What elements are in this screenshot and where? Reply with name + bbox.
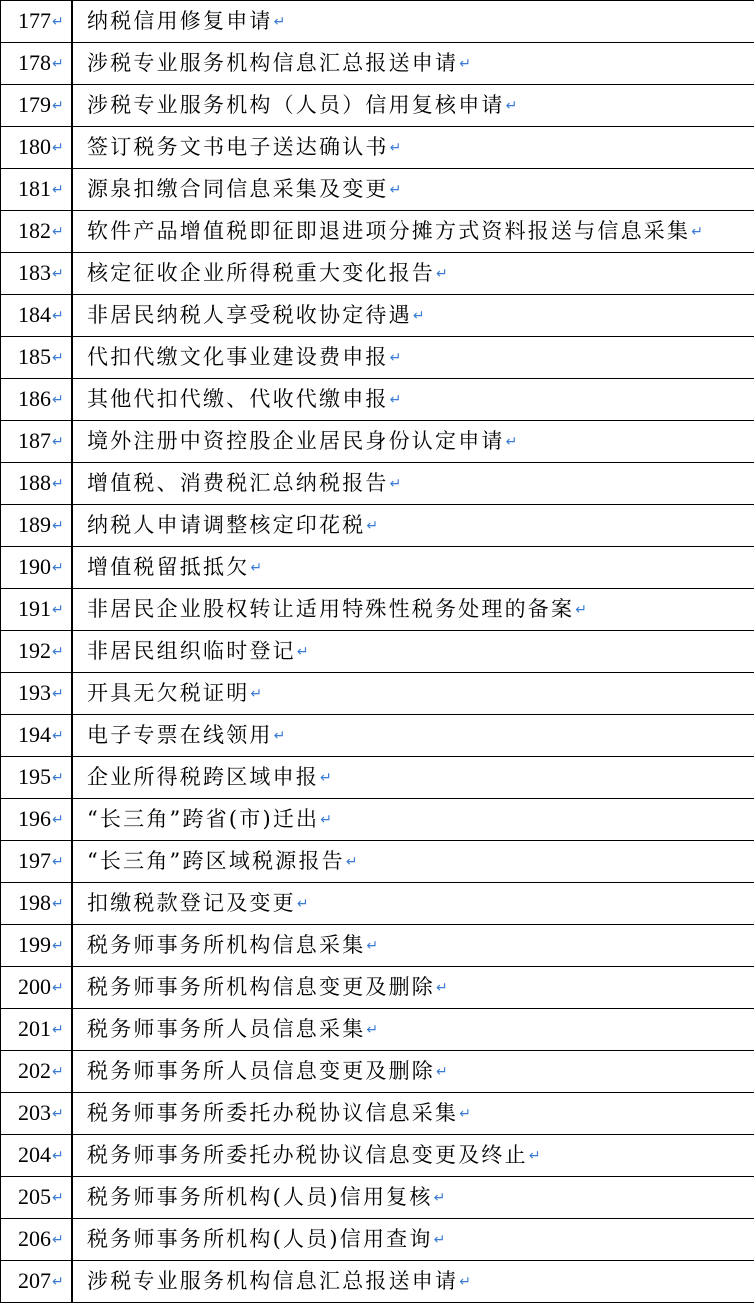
paragraph-mark-icon: ↵: [390, 182, 402, 198]
service-name-cell: [72, 631, 754, 673]
service-name-cell: [72, 589, 754, 631]
service-name: 签订税务文书电子送达确认书: [87, 135, 389, 159]
service-name-cell: [72, 757, 754, 799]
row-number-cell: [1, 799, 73, 841]
paragraph-mark-icon: ↵: [52, 938, 64, 954]
row-number-cell: [1, 883, 73, 925]
table-row: [1, 1009, 754, 1051]
table-row: [1, 757, 754, 799]
service-name-cell: [72, 1135, 754, 1177]
table-row: [1, 337, 754, 379]
paragraph-mark-icon: ↵: [390, 392, 402, 408]
service-name: “长三角”跨省(市)迁出: [87, 807, 319, 831]
paragraph-mark-icon: ↵: [52, 392, 64, 408]
paragraph-mark-icon: ↵: [434, 1190, 446, 1206]
row-number-cell: [1, 169, 73, 211]
paragraph-mark-icon: ↵: [52, 644, 64, 660]
service-name-cell: [72, 1051, 754, 1093]
paragraph-mark-icon: ↵: [274, 728, 286, 744]
paragraph-mark-icon: ↵: [52, 770, 64, 786]
row-number-cell: [1, 1177, 73, 1219]
table-row: [1, 127, 754, 169]
paragraph-mark-icon: ↵: [250, 686, 262, 702]
row-number-cell: [1, 589, 73, 631]
row-number: 192: [1, 638, 51, 663]
service-name: 涉税专业服务机构（人员）信用复核申请: [87, 93, 505, 117]
table-row: [1, 169, 754, 211]
paragraph-mark-icon: ↵: [390, 140, 402, 156]
table-row: [1, 1093, 754, 1135]
service-name: 非居民企业股权转让适用特殊性税务处理的备案: [87, 597, 574, 621]
row-number-cell: [1, 841, 73, 883]
service-name-cell: [72, 799, 754, 841]
row-number-cell: [1, 1219, 73, 1261]
paragraph-mark-icon: ↵: [459, 56, 471, 72]
table-row: [1, 295, 754, 337]
table-row: [1, 841, 754, 883]
paragraph-mark-icon: ↵: [52, 518, 64, 534]
table-row: [1, 883, 754, 925]
row-number: 185: [1, 344, 51, 369]
service-name: 源泉扣缴合同信息采集及变更: [87, 177, 389, 201]
table-row: [1, 1219, 754, 1261]
service-name-cell: [72, 85, 754, 127]
paragraph-mark-icon: ↵: [320, 812, 332, 828]
service-name-cell: [72, 379, 754, 421]
service-name-cell: [72, 127, 754, 169]
paragraph-mark-icon: ↵: [459, 1106, 471, 1122]
table-row: [1, 925, 754, 967]
paragraph-mark-icon: ↵: [691, 224, 703, 240]
service-name-cell: [72, 421, 754, 463]
service-name-cell: [72, 253, 754, 295]
row-number-cell: [1, 715, 73, 757]
service-name: 境外注册中资控股企业居民身份认定申请: [87, 429, 505, 453]
service-name-cell: [72, 883, 754, 925]
row-number: 188: [1, 470, 51, 495]
paragraph-mark-icon: ↵: [52, 812, 64, 828]
service-name: “长三角”跨区域税源报告: [87, 849, 345, 873]
row-number-cell: [1, 1051, 73, 1093]
row-number: 194: [1, 722, 51, 747]
row-number: 199: [1, 932, 51, 957]
paragraph-mark-icon: ↵: [52, 98, 64, 114]
paragraph-mark-icon: ↵: [390, 476, 402, 492]
row-number-cell: [1, 1009, 73, 1051]
row-number-cell: [1, 1, 73, 43]
row-number-cell: [1, 85, 73, 127]
service-name: 扣缴税款登记及变更: [87, 891, 296, 915]
row-number: 207: [1, 1268, 51, 1293]
row-number-cell: [1, 673, 73, 715]
paragraph-mark-icon: ↵: [52, 1190, 64, 1206]
paragraph-mark-icon: ↵: [320, 770, 332, 786]
row-number: 181: [1, 176, 51, 201]
service-name-cell: [72, 43, 754, 85]
service-name: 其他代扣代缴、代收代缴申报: [87, 387, 389, 411]
table-row: [1, 505, 754, 547]
paragraph-mark-icon: ↵: [390, 350, 402, 366]
paragraph-mark-icon: ↵: [52, 602, 64, 618]
service-name-cell: [72, 463, 754, 505]
row-number: 191: [1, 596, 51, 621]
row-number: 198: [1, 890, 51, 915]
row-number: 203: [1, 1100, 51, 1125]
paragraph-mark-icon: ↵: [52, 14, 64, 30]
row-number: 189: [1, 512, 51, 537]
paragraph-mark-icon: ↵: [52, 1022, 64, 1038]
row-number: 182: [1, 218, 51, 243]
table-row: [1, 253, 754, 295]
paragraph-mark-icon: ↵: [529, 1148, 541, 1164]
service-name: 开具无欠税证明: [87, 681, 249, 705]
row-number: 187: [1, 428, 51, 453]
row-number: 205: [1, 1184, 51, 1209]
table-row: [1, 43, 754, 85]
service-name-cell: [72, 673, 754, 715]
service-name: 税务师事务所人员信息采集: [87, 1017, 365, 1041]
table-row: [1, 715, 754, 757]
service-name: 核定征收企业所得税重大变化报告: [87, 261, 435, 285]
row-number-cell: [1, 421, 73, 463]
row-number: 202: [1, 1058, 51, 1083]
paragraph-mark-icon: ↵: [52, 434, 64, 450]
row-number: 201: [1, 1016, 51, 1041]
paragraph-mark-icon: ↵: [52, 1106, 64, 1122]
service-name-cell: [72, 337, 754, 379]
paragraph-mark-icon: ↵: [506, 434, 518, 450]
row-number-cell: [1, 631, 73, 673]
service-name-cell: [72, 1, 754, 43]
service-name: 电子专票在线领用: [87, 723, 273, 747]
paragraph-mark-icon: ↵: [52, 182, 64, 198]
service-name-cell: [72, 211, 754, 253]
service-name: 涉税专业服务机构信息汇总报送申请: [87, 1269, 458, 1293]
paragraph-mark-icon: ↵: [297, 644, 309, 660]
paragraph-mark-icon: ↵: [52, 224, 64, 240]
row-number-cell: [1, 127, 73, 169]
service-name-cell: [72, 1009, 754, 1051]
service-name: 非居民组织临时登记: [87, 639, 296, 663]
table-row: [1, 589, 754, 631]
row-number: 180: [1, 134, 51, 159]
row-number: 206: [1, 1226, 51, 1251]
paragraph-mark-icon: ↵: [436, 1064, 448, 1080]
service-name-cell: [72, 715, 754, 757]
table-row: [1, 211, 754, 253]
service-name: 税务师事务所机构(人员)信用查询: [87, 1227, 433, 1251]
table-row: [1, 379, 754, 421]
paragraph-mark-icon: ↵: [575, 602, 587, 618]
service-name: 增值税、消费税汇总纳税报告: [87, 471, 389, 495]
row-number: 177: [1, 8, 51, 33]
paragraph-mark-icon: ↵: [274, 14, 286, 30]
row-number: 197: [1, 848, 51, 873]
service-name-cell: [72, 169, 754, 211]
row-number-cell: [1, 337, 73, 379]
service-name-cell: [72, 925, 754, 967]
row-number-cell: [1, 925, 73, 967]
paragraph-mark-icon: ↵: [52, 896, 64, 912]
paragraph-mark-icon: ↵: [52, 560, 64, 576]
paragraph-mark-icon: ↵: [52, 1274, 64, 1290]
service-name: 代扣代缴文化事业建设费申报: [87, 345, 389, 369]
table-row: [1, 1, 754, 43]
paragraph-mark-icon: ↵: [434, 1232, 446, 1248]
row-number: 183: [1, 260, 51, 285]
row-number: 196: [1, 806, 51, 831]
row-number: 179: [1, 92, 51, 117]
service-name: 税务师事务所机构信息采集: [87, 933, 365, 957]
table-row: [1, 547, 754, 589]
table-body: [1, 1, 754, 1303]
service-name: 非居民纳税人享受税收协定待遇: [87, 303, 412, 327]
service-name-cell: [72, 1177, 754, 1219]
paragraph-mark-icon: ↵: [297, 896, 309, 912]
paragraph-mark-icon: ↵: [52, 1148, 64, 1164]
table-row: [1, 631, 754, 673]
service-name-cell: [72, 505, 754, 547]
paragraph-mark-icon: ↵: [52, 1232, 64, 1248]
table-row: [1, 799, 754, 841]
paragraph-mark-icon: ↵: [366, 518, 378, 534]
service-name: 税务师事务所人员信息变更及删除: [87, 1059, 435, 1083]
row-number: 195: [1, 764, 51, 789]
service-name: 企业所得税跨区域申报: [87, 765, 319, 789]
row-number: 204: [1, 1142, 51, 1167]
paragraph-mark-icon: ↵: [436, 980, 448, 996]
service-name: 税务师事务所机构(人员)信用复核: [87, 1185, 433, 1209]
paragraph-mark-icon: ↵: [413, 308, 425, 324]
row-number: 186: [1, 386, 51, 411]
paragraph-mark-icon: ↵: [436, 266, 448, 282]
service-name-cell: [72, 295, 754, 337]
paragraph-mark-icon: ↵: [52, 308, 64, 324]
table-row: [1, 1261, 754, 1303]
row-number-cell: [1, 43, 73, 85]
row-number-cell: [1, 757, 73, 799]
paragraph-mark-icon: ↵: [506, 98, 518, 114]
paragraph-mark-icon: ↵: [52, 56, 64, 72]
table-row: [1, 421, 754, 463]
paragraph-mark-icon: ↵: [366, 1022, 378, 1038]
service-name: 软件产品增值税即征即退进项分摊方式资料报送与信息采集: [87, 219, 690, 243]
table-row: [1, 1135, 754, 1177]
service-name-cell: [72, 1261, 754, 1303]
table-row: [1, 463, 754, 505]
row-number-cell: [1, 379, 73, 421]
row-number-cell: [1, 253, 73, 295]
paragraph-mark-icon: ↵: [250, 560, 262, 576]
table-row: [1, 1051, 754, 1093]
row-number: 178: [1, 50, 51, 75]
paragraph-mark-icon: ↵: [52, 140, 64, 156]
service-name: 增值税留抵抵欠: [87, 555, 249, 579]
row-number-cell: [1, 967, 73, 1009]
paragraph-mark-icon: ↵: [52, 854, 64, 870]
paragraph-mark-icon: ↵: [52, 980, 64, 996]
table-row: [1, 967, 754, 1009]
paragraph-mark-icon: ↵: [346, 854, 358, 870]
row-number-cell: [1, 1093, 73, 1135]
service-name-cell: [72, 1093, 754, 1135]
row-number: 190: [1, 554, 51, 579]
paragraph-mark-icon: ↵: [459, 1274, 471, 1290]
row-number-cell: [1, 1135, 73, 1177]
service-name: 涉税专业服务机构信息汇总报送申请: [87, 51, 458, 75]
service-name-cell: [72, 967, 754, 1009]
row-number: 200: [1, 974, 51, 999]
paragraph-mark-icon: ↵: [52, 1064, 64, 1080]
table-row: [1, 1177, 754, 1219]
row-number-cell: [1, 295, 73, 337]
service-name: 纳税信用修复申请: [87, 9, 273, 33]
service-name: 税务师事务所机构信息变更及删除: [87, 975, 435, 999]
service-name-cell: [72, 841, 754, 883]
paragraph-mark-icon: ↵: [366, 938, 378, 954]
table-row: [1, 85, 754, 127]
paragraph-mark-icon: ↵: [52, 728, 64, 744]
row-number: 184: [1, 302, 51, 327]
paragraph-mark-icon: ↵: [52, 476, 64, 492]
service-name-cell: [72, 547, 754, 589]
service-name-cell: [72, 1219, 754, 1261]
row-number-cell: [1, 505, 73, 547]
row-number-cell: [1, 547, 73, 589]
service-name: 税务师事务所委托办税协议信息变更及终止: [87, 1143, 528, 1167]
row-number-cell: [1, 211, 73, 253]
table-row: [1, 673, 754, 715]
row-number-cell: [1, 1261, 73, 1303]
paragraph-mark-icon: ↵: [52, 266, 64, 282]
row-number-cell: [1, 463, 73, 505]
paragraph-mark-icon: ↵: [52, 350, 64, 366]
paragraph-mark-icon: ↵: [52, 686, 64, 702]
service-name: 税务师事务所委托办税协议信息采集: [87, 1101, 458, 1125]
service-name: 纳税人申请调整核定印花税: [87, 513, 365, 537]
row-number: 193: [1, 680, 51, 705]
